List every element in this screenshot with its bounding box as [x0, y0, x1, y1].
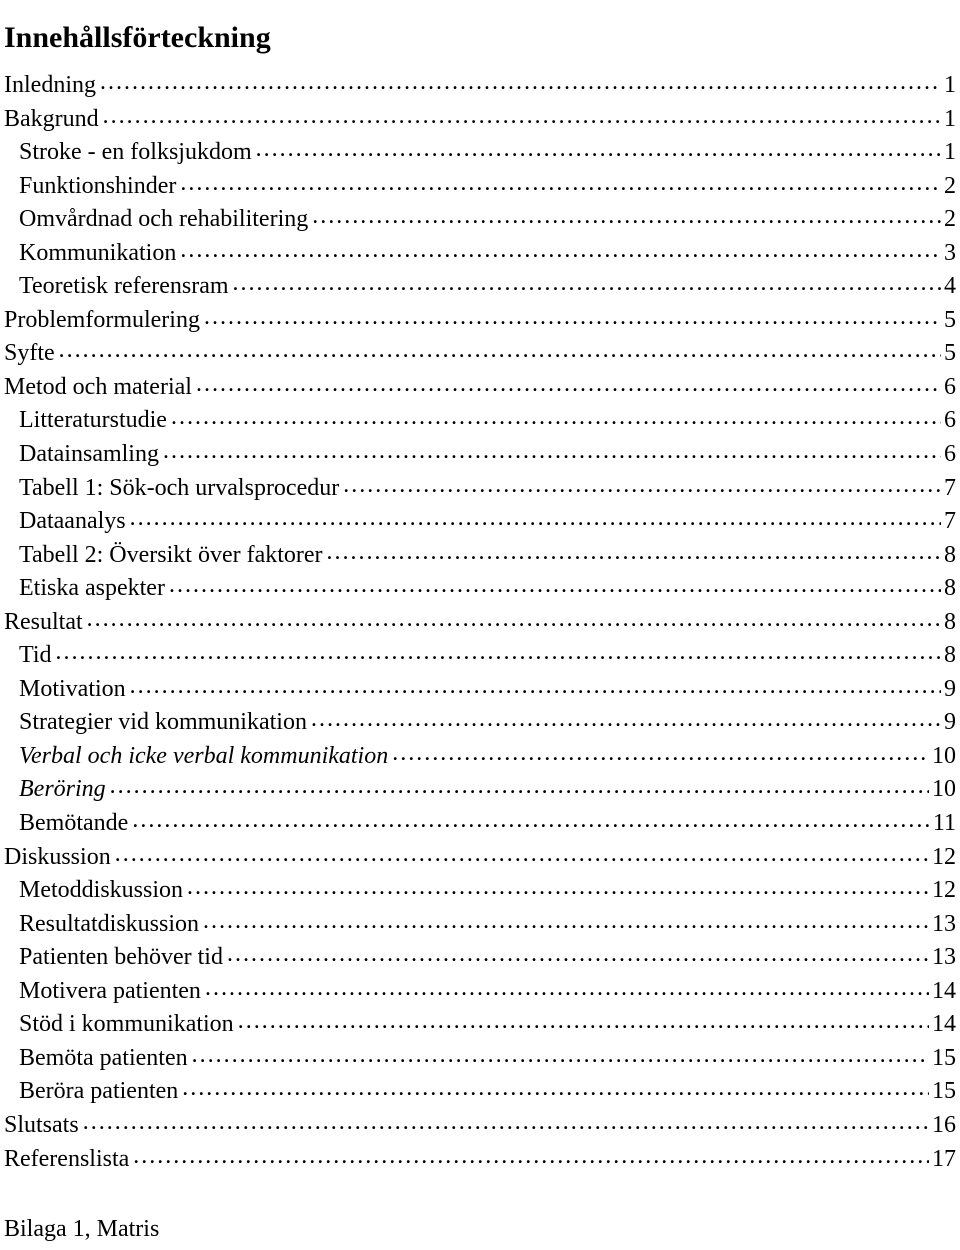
toc-entry-page-number: 6	[944, 441, 956, 468]
toc-entry-title: Motivera patienten	[19, 977, 201, 1004]
dot-leader	[203, 301, 941, 335]
toc-entry-title: Metoddiskussion	[19, 877, 184, 904]
toc-entry-page-number: 9	[944, 709, 956, 736]
toc-entry[interactable]	[0, 941, 960, 975]
toc-entry-page-number: 2	[944, 206, 956, 233]
dot-leader	[179, 234, 941, 268]
toc-entry[interactable]	[0, 539, 960, 573]
toc-entry-title: Problemformulering	[4, 306, 200, 333]
toc-entry-title: Referenslista	[4, 1145, 130, 1172]
toc-entry-page-number: 9	[944, 675, 956, 702]
toc-entry-page-number: 13	[932, 944, 956, 971]
toc-entry-page-number: 5	[944, 340, 956, 367]
toc-entry-page-number: 2	[944, 172, 956, 199]
toc-entry[interactable]	[0, 1008, 960, 1042]
toc-entry[interactable]	[0, 103, 960, 137]
toc-entry-page-number: 16	[932, 1111, 956, 1138]
dot-leader	[204, 972, 929, 1006]
toc-entry-title: Teoretisk referensram	[19, 273, 229, 300]
toc-entry-page-number: 1	[944, 72, 956, 98]
table-of-contents	[0, 69, 960, 1176]
toc-entry-title: Tabell 1: Sök-och urvalsprocedur	[19, 474, 340, 501]
dot-leader	[232, 267, 941, 301]
toc-entry[interactable]	[0, 572, 960, 606]
toc-entry[interactable]	[0, 136, 960, 170]
toc-entry-title: Strategier vid kommunikation	[19, 709, 307, 736]
toc-entry-page-number: 4	[944, 273, 956, 300]
dot-leader	[129, 670, 941, 704]
toc-entry[interactable]	[0, 505, 960, 539]
toc-entry-page-number: 11	[932, 810, 956, 837]
toc-entry-page-number: 8	[944, 541, 956, 568]
toc-entry-title: Tabell 2: Översikt över faktorer	[19, 541, 323, 568]
toc-entry[interactable]	[0, 874, 960, 908]
dot-leader	[255, 133, 941, 167]
toc-entry[interactable]	[0, 841, 960, 875]
toc-entry-page-number: 14	[932, 1011, 956, 1038]
dot-leader	[54, 636, 941, 670]
dot-leader	[310, 703, 941, 737]
toc-entry-page-number: 3	[944, 239, 956, 266]
toc-entry-page-number: 12	[932, 843, 956, 870]
appendix-label: Bilaga 1, Matris	[4, 1216, 160, 1242]
toc-entry-title: Beröra patienten	[19, 1078, 179, 1105]
dot-leader	[102, 100, 941, 134]
toc-entry[interactable]	[0, 975, 960, 1009]
toc-entry-page-number: 14	[932, 977, 956, 1004]
toc-entry-page-number: 8	[944, 575, 956, 602]
toc-entry[interactable]	[0, 337, 960, 371]
toc-entry-page-number: 15	[932, 1044, 956, 1071]
toc-entry[interactable]	[0, 1075, 960, 1109]
toc-entry-title: Litteraturstudie	[19, 407, 167, 434]
toc-entry[interactable]	[0, 1143, 960, 1177]
toc-entry-page-number: 13	[932, 910, 956, 937]
toc-entry[interactable]	[0, 773, 960, 807]
toc-entry-title: Omvårdnad och rehabilitering	[19, 206, 309, 233]
toc-entry[interactable]	[0, 807, 960, 841]
dot-leader	[186, 871, 929, 905]
toc-entry-page-number: 6	[944, 373, 956, 400]
toc-entry[interactable]	[0, 69, 960, 103]
toc-entry-title: Beröring	[19, 776, 106, 803]
toc-entry-page-number: 1	[944, 139, 956, 166]
toc-entry-title: Resultatdiskussion	[19, 910, 200, 937]
toc-entry-page-number: 1	[944, 105, 956, 132]
dot-leader	[132, 1140, 929, 1174]
toc-entry-title: Metod och material	[4, 373, 192, 400]
dot-leader	[237, 1005, 929, 1039]
toc-entry[interactable]	[0, 203, 960, 237]
toc-entry-page-number: 12	[932, 877, 956, 904]
toc-entry-title: Datainsamling	[19, 441, 159, 468]
dot-leader	[181, 1072, 929, 1106]
toc-entry-title: Kommunikation	[19, 239, 177, 266]
toc-entry-title: Resultat	[4, 608, 83, 635]
toc-entry-page-number: 7	[944, 474, 956, 501]
toc-entry-title: Inledning	[4, 72, 96, 98]
toc-entry-title: Tid	[19, 642, 52, 669]
toc-entry[interactable]	[0, 404, 960, 438]
toc-entry-title: Diskussion	[4, 843, 111, 870]
toc-entry[interactable]	[0, 606, 960, 640]
toc-entry[interactable]	[0, 740, 960, 774]
dot-leader	[391, 737, 929, 771]
page-title: Innehållsförteckning	[4, 21, 271, 55]
toc-entry-page-number: 5	[944, 306, 956, 333]
dot-leader	[131, 804, 930, 838]
toc-entry[interactable]	[0, 438, 960, 472]
toc-entry-page-number: 6	[944, 407, 956, 434]
toc-entry[interactable]	[0, 237, 960, 271]
toc-entry-title: Patienten behöver tid	[19, 944, 223, 971]
toc-entry[interactable]	[0, 673, 960, 707]
dot-leader	[168, 569, 941, 603]
dot-leader	[162, 435, 941, 469]
dot-leader	[86, 603, 941, 637]
toc-entry-title: Bemötande	[19, 810, 129, 837]
dot-leader	[58, 334, 941, 368]
toc-entry-page-number: 7	[944, 508, 956, 535]
toc-entry-title: Slutsats	[4, 1111, 79, 1138]
toc-entry-title: Stroke - en folksjukdom	[19, 139, 252, 166]
toc-entry[interactable]	[0, 270, 960, 304]
toc-entry[interactable]	[0, 170, 960, 204]
toc-entry[interactable]	[0, 472, 960, 506]
toc-entry[interactable]	[0, 1042, 960, 1076]
dot-leader	[195, 368, 941, 402]
dot-leader	[109, 770, 929, 804]
dot-leader	[179, 167, 941, 201]
toc-entry[interactable]	[0, 304, 960, 338]
dot-leader	[114, 838, 929, 872]
toc-entry-page-number: 10	[932, 776, 956, 803]
dot-leader	[191, 1039, 929, 1073]
toc-entry-page-number: 17	[932, 1145, 956, 1172]
dot-leader	[311, 200, 941, 234]
toc-entry-title: Dataanalys	[19, 508, 126, 535]
dot-leader	[99, 66, 941, 100]
toc-entry-title: Syfte	[4, 340, 55, 367]
toc-entry-title: Bakgrund	[4, 105, 99, 132]
toc-entry[interactable]	[0, 1109, 960, 1143]
dot-leader	[326, 536, 941, 570]
toc-entry[interactable]	[0, 706, 960, 740]
dot-leader	[226, 938, 929, 972]
toc-entry-title: Bemöta patienten	[19, 1044, 188, 1071]
dot-leader	[82, 1106, 929, 1140]
toc-entry-title: Motivation	[19, 675, 126, 702]
toc-entry-title: Verbal och icke verbal kommunikation	[19, 742, 389, 769]
toc-entry-title: Etiska aspekter	[19, 575, 165, 602]
toc-entry-page-number: 8	[944, 608, 956, 635]
toc-entry-page-number: 8	[944, 642, 956, 669]
toc-entry-title: Funktionshinder	[19, 172, 177, 199]
toc-entry[interactable]	[0, 908, 960, 942]
toc-entry[interactable]	[0, 371, 960, 405]
dot-leader	[342, 469, 941, 503]
dot-leader	[129, 502, 941, 536]
toc-entry-title: Stöd i kommunikation	[19, 1011, 234, 1038]
toc-entry-page-number: 15	[932, 1078, 956, 1105]
dot-leader	[202, 905, 929, 939]
dot-leader	[170, 401, 941, 435]
toc-entry-page-number: 10	[932, 742, 956, 769]
toc-entry[interactable]	[0, 639, 960, 673]
